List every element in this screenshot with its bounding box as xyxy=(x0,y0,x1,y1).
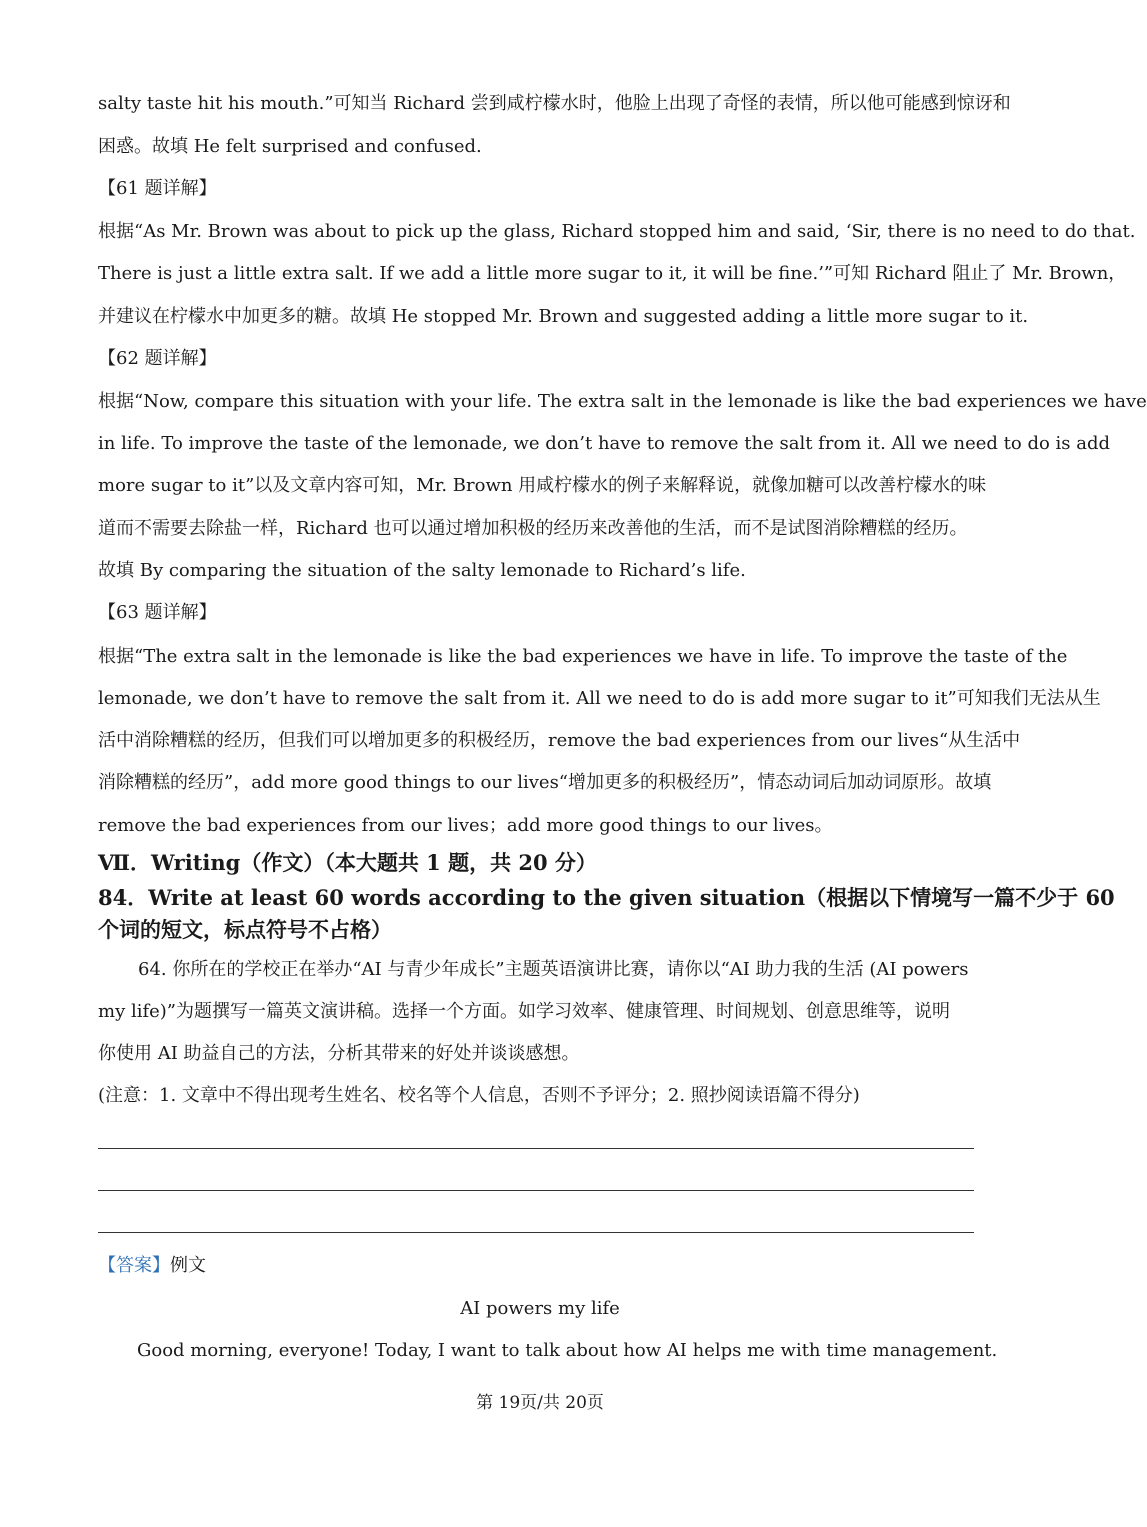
p62-line-3: more sugar to it”以及文章内容可知，Mr. Brown 用咸柠檬水的例子来解释说，就像加糖可以改善柠檬水的味 xyxy=(98,475,987,496)
p63-line-5: remove the bad experiences from our lives；add more good things to our lives。 xyxy=(98,815,833,836)
prompt-line-1: 64. 你所在的学校正在举办“AI 与青少年成长”主题英语演讲比赛，请你以“AI 助力我的生活 (AI powers xyxy=(138,959,969,980)
p62-line-1: 根据“Now, compare this situation with your life. The extra salt in the lemonade is like the bad experiences we have xyxy=(98,391,1147,412)
p63-line-2: lemonade, we don’t have to remove the salt from it. All we need to do is add more sugar to it”可知我们无法从生 xyxy=(98,688,1101,709)
prompt-line-2: my life)”为题撰写一篇英文演讲稿。选择一个方面。如学习效率、健康管理、时间规划、创意思维等，说明 xyxy=(98,1001,951,1022)
q84-title-line-1: 84．Write at least 60 words according to the given situation（根据以下情境写一篇不少于 60 xyxy=(98,885,1115,910)
p62-line-5: 故填 By comparing the situation of the salty lemonade to Richard’s life. xyxy=(98,560,746,581)
p60-line-1: salty taste hit his mouth.”可知当 Richard 尝到咸柠檬水时，他脸上出现了奇怪的表情，所以他可能感到惊讶和 xyxy=(98,93,1011,114)
answer-writing-line xyxy=(98,1232,974,1233)
prompt-line-3: 你使用 AI 助益自己的方法，分析其带来的好处并谈谈感想。 xyxy=(98,1043,580,1064)
essay-first-line: Good morning, everyone! Today, I want to talk about how AI helps me with time management. xyxy=(137,1340,998,1361)
answer-heading xyxy=(98,1254,988,1278)
q63-heading: 【63 题详解】 xyxy=(98,602,217,623)
p62-line-4: 道而不需要去除盐一样，Richard 也可以通过增加积极的经历来改善他的生活，而不是试图消除糟糕的经历。 xyxy=(98,518,968,539)
writing-section-title: Ⅶ．Writing（作文）（本大题共 1 题，共 20 分） xyxy=(98,850,597,875)
p62-line-2: in life. To improve the taste of the lemonade, we don’t have to remove the salt from it. All we need to do is add xyxy=(98,433,1111,454)
p63-line-1: 根据“The extra salt in the lemonade is like the bad experiences we have in life. To improve the taste of the xyxy=(98,646,1068,667)
p61-line-1: 根据“As Mr. Brown was about to pick up the glass, Richard stopped him and said, ‘Sir, there is no need to do that. xyxy=(98,221,1136,242)
essay-title: AI powers my life xyxy=(460,1298,620,1319)
answer-writing-line xyxy=(98,1190,974,1191)
q84-title-line-2: 个词的短文，标点符号不占格） xyxy=(98,917,392,942)
p61-line-3: 并建议在柠檬水中加更多的糖。故填 He stopped Mr. Brown and suggested adding a little more sugar to it. xyxy=(98,306,1029,327)
page-footer: 第 19页/共 20页 xyxy=(476,1393,604,1413)
q62-heading: 【62 题详解】 xyxy=(98,348,217,369)
answer-label: 例文 xyxy=(170,1255,206,1276)
answer-tag: 【答案】 xyxy=(98,1255,170,1276)
prompt-note: (注意：1. 文章中不得出现考生姓名、校名等个人信息，否则不予评分；2. 照抄阅读语篇不得分) xyxy=(98,1085,860,1106)
p63-line-4: 消除糟糕的经历”，add more good things to our lives“增加更多的积极经历”，情态动词后加动词原形。故填 xyxy=(98,772,992,793)
p60-line-2: 困惑。故填 He felt surprised and confused. xyxy=(98,136,482,157)
q61-heading: 【61 题详解】 xyxy=(98,178,217,199)
answer-writing-line xyxy=(98,1148,974,1149)
p63-line-3: 活中消除糟糕的经历，但我们可以增加更多的积极经历，remove the bad experiences from our lives“从生活中 xyxy=(98,730,1021,751)
p61-line-2: There is just a little extra salt. If we add a little more sugar to it, it will be fine.’”可知 Richard 阻止了 Mr. Brown， xyxy=(98,263,1127,284)
